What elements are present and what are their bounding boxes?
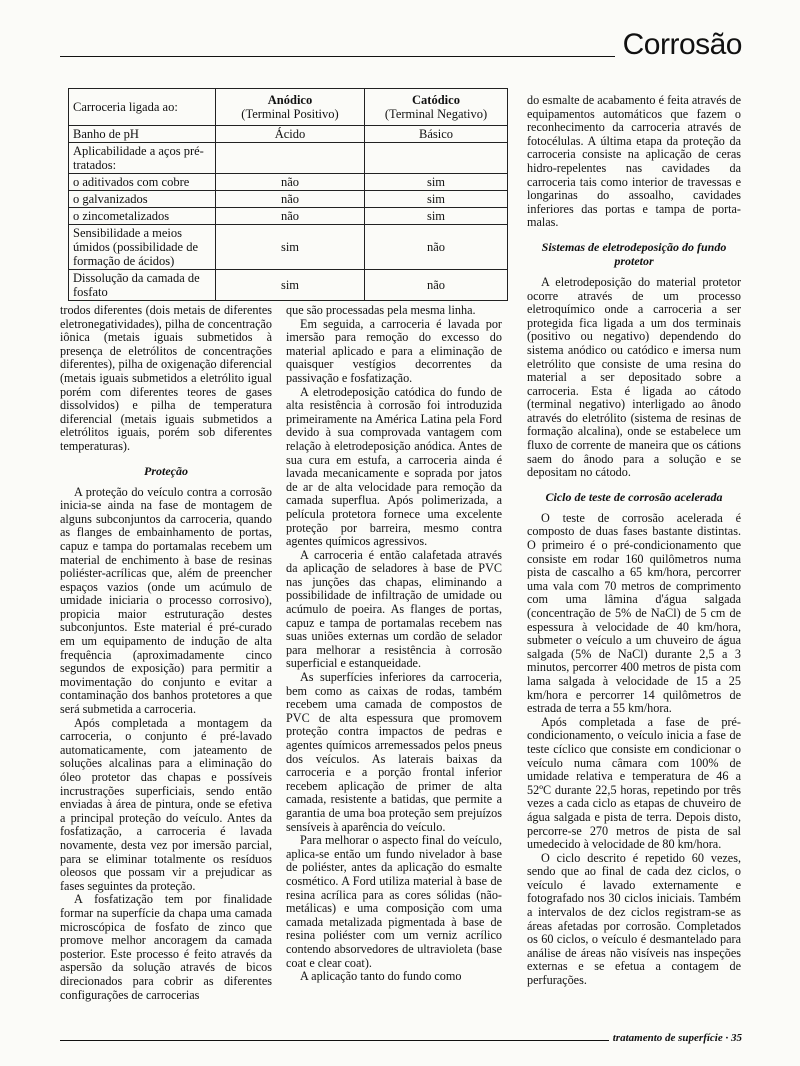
table-cell	[216, 143, 365, 174]
table-cell: sim	[365, 208, 508, 225]
table-cell: Básico	[365, 126, 508, 143]
table-header-cell: Carroceria ligada ao:	[69, 89, 216, 126]
table-header-cell: Catódico (Terminal Negativo)	[365, 89, 508, 126]
electrodeposition-table	[68, 88, 508, 301]
paragraph: As superfícies inferiores da carroceria, bem como as caixas de rodas, também recebem uma camada de compostos de PVC de alta espessura que promovem proteção contra impactos de pedras e agentes químicos arremessados pelos pneus dos veículos. As laterais baixas da carroceria e a porção frontal inferior recebem aplicação de primer de alta camada, resistente a batidas, que permite a garantia de uma boa proteção sem prejuízos sensíveis à aparência do veículo.	[286, 670, 502, 834]
subheading-protecao: Proteção	[144, 463, 188, 478]
table-cell: não	[365, 270, 508, 301]
table-cell: não	[365, 225, 508, 270]
table-cell: sim	[216, 270, 365, 301]
table-cell: sim	[365, 191, 508, 208]
table-cell: não	[216, 174, 365, 191]
paragraph: A proteção do veículo contra a corrosão inicia-se ainda na fase de montagem de alguns subconjuntos da carroceria, quando as flanges de embainhamento de portas, capuz e tampa do portamalas recebem um material de enchimento à base de resinas poliéster-acrílicas que, além de preencher espaços vazios (onde um acúmulo de umidade iniciaria o processo corrosivo), propicia maior estruturação destes subconjuntos. Este material é pré-curado em um equipamento de indução de alta frequência (aproximadamente cinco segundos de exposição) para permitir a movimentação do conjunto e evitar a contaminação dos banhos protetores a que será submetida a carroceria.	[60, 484, 272, 717]
subheading-ciclo: Ciclo de teste de corrosão acelerada	[545, 489, 723, 504]
table-cell: Dissolução da camada de fosfato	[69, 270, 216, 301]
table-row	[69, 270, 508, 301]
table-cell: não	[216, 208, 365, 225]
table-header-row	[69, 89, 508, 126]
table-row	[69, 174, 508, 191]
table-cell: o aditivados com cobre	[69, 174, 216, 191]
column-3	[527, 94, 741, 988]
table-row	[69, 126, 508, 143]
column-1	[60, 304, 272, 1002]
table-row	[69, 191, 508, 208]
table-cell: sim	[216, 225, 365, 270]
table-header-cell: Anódico (Terminal Positivo)	[216, 89, 365, 126]
paragraph: A eletrodeposição catódica do fundo de alta resistência à corrosão foi introduzida primeiramente na América Latina pela Ford devido à sua comprovada vantagem com relação à eletrodeposição anódica. Antes de sua cura em estufa, a carroceria ainda é lavada mecanicamente e soprada por jatos de ar de alta velocidade para remoção da camada superflua. Após polimerizada, a película protetora fornece uma excelente proteção por barreira, mesmo contra agentes químicos agressivos.	[286, 384, 502, 549]
header-rule	[60, 56, 615, 57]
table-cell: sim	[365, 174, 508, 191]
footer-rule	[60, 1040, 630, 1041]
table-row	[69, 225, 508, 270]
table-cell: o zincometalizados	[69, 208, 216, 225]
subheading-sistemas: Sistemas de eletrodeposição do fundo protetor	[541, 239, 727, 268]
paragraph: do esmalte de acabamento é feita através de equipamentos automáticos que fazem o reconhecimento da carroceria através de fotocélulas. A última etapa da proteção da carroceria consiste na aplicação de ceras hidro-repelentes nas cavidades da carroceria tais como interior de travessas e longarinas do assoalho, cavidades inferiores das portas e tampa de porta-malas.	[527, 93, 741, 230]
table-cell: o galvanizados	[69, 191, 216, 208]
paragraph: Para melhorar o aspecto final do veículo, aplica-se então um fundo nivelador à base de poliéster, antes da aplicação do esmalte cosmético. A Ford utiliza material à base de resina acrílica para as cores sólidas (não-metálicas) e uma composição com uma camada metalizada pigmentada à base de resina poliéster com um verniz acrílico contendo absorvedores de ultravioleta (base coat e clear coat).	[286, 833, 502, 970]
paragraph: trodos diferentes (dois metais de diferentes eletronegatividades), pilha de concentração iônica (metais iguais submetidos à presença de eletrólitos de concentrações diferentes), pilha de oxigenação diferencial (metais iguais submetidos a eletrólito igual porém com diferentes teores de gases dissolvidos) e pilha de temperatura diferencial (metais iguais submetidos a eletrólitos iguais, porém sob diferentes temperaturas).	[60, 303, 272, 453]
table-cell	[365, 143, 508, 174]
paragraph: A eletrodeposição do material protetor ocorre através de um processo eletroquímico onde a carroceria a ser protegida fica ligada a um dos terminais (positivo ou negativo) dependendo do sistema anódico ou catódico e imersa num eletrólito que consiste de uma resina do material a ser depositado sobre a carroceria. Esta é ligada ao cátodo (terminal negativo) interligado ao ânodo através do eletrólito (sistema de resinas de formação alcalina), onde se estabelece um fluxo de corrente de maneira que os cátions saem do ânodo para a solução e se depositam no cátodo.	[527, 274, 741, 480]
paragraph: Após completada a fase de pré-condicionamento, o veículo inicia a fase de teste cíclico que consiste em condicionar o veículo numa câmara com 100% de umidade relativa e temperatura de 46 a 52ºC durante 22,5 horas, repetindo por três vezes a cada ciclo as etapas de chuveiro de água salgada e pista de terra. Depois disto, percorre-se 270 metros de pista de sal umedecido à velocidade de 80 km/hora.	[527, 714, 741, 852]
table-cell: Aplicabilidade a aços pré-tratados:	[69, 143, 216, 174]
paragraph: Após completada a montagem da carroceria, o conjunto é pré-lavado automaticamente, com jateamento de soluções alcalinas para a eliminação do óleo protetor das chapas e possíveis incrustrações superficiais, sendo então enviadas à área de pintura, onde se efetiva a principal proteção do veículo. Antes da fosfatização, a carroceria é lavada novamente, desta vez por imersão parcial, para se eliminar totalmente os resíduos oleosos que possam vir a prejudicar as fases seguintes da proteção.	[60, 715, 272, 893]
column-2	[286, 304, 502, 984]
paragraph: O teste de corrosão acelerada é composto de duas fases bastante distintas. O primeiro é o pré-condicionamento que consiste em rodar 160 quilômetros numa pista de cascalho a 65 km/hora, percorrer uma vala com 70 metros de comprimento com uma lâmina d'água salgada (concentração de 5% de NaCl) de 5 cm de espessura à velocidade de 40 km/hora, submeter o veículo a um chuveiro de água salgada (5% de NaCl) durante 2,5 a 3 minutos, percorrer 400 metros de pista com lama salgada à velocidade de 15 a 25 km/hora e percorrer 14 quilômetros de estrada de terra a 55 km/hora.	[527, 510, 741, 716]
page-footer: tratamento de superfície · 35	[609, 1032, 742, 1044]
table-row	[69, 143, 508, 174]
paragraph: Em seguida, a carroceria é lavada por imersão para remoção do excesso do material aplicado e para a eliminação de quaisquer vestígios decorrentes da passivação e fosfatização.	[286, 316, 502, 385]
paragraph: A aplicação tanto do fundo como	[300, 969, 462, 984]
table-cell: Banho de pH	[69, 126, 216, 143]
table-cell: Ácido	[216, 126, 365, 143]
table-cell: Sensibilidade a meios úmidos (possibilidade de formação de ácidos)	[69, 225, 216, 270]
paragraph: A carroceria é então calafetada através da aplicação de seladores à base de PVC nas junções das chapas, eliminando a possibilidade de infiltração de umidade ou acúmulo de poeira. As flanges de portas, capuz e tampa de portamalas recebem nas suas uniões externas um cordão de selador para melhorar a resistência à corrosão superficial e estanqueidade.	[286, 547, 502, 671]
table-row	[69, 208, 508, 225]
table-cell: não	[216, 191, 365, 208]
section-title: Corrosão	[622, 28, 742, 61]
paragraph: A fosfatização tem por finalidade formar na superfície da chapa uma camada microscópica de fosfato de zinco que promove melhor ancoragem da camada posterior. Este processo é feito através da aspersão da solução através de bicos direcionados para cobrir as diferentes configurações de carrocerias	[60, 892, 272, 1002]
paragraph: O ciclo descrito é repetido 60 vezes, sendo que ao final de cada dez ciclos, o veículo é lavado externamente e fotografado nos 30 ciclos iniciais. Também a intervalos de dez ciclos registram-se as áreas afetadas por corrosão. Completados os 60 ciclos, o veículo é desmantelado para análise de áreas não visíveis nas inspeções externas e se efetua a contagem de perfurações.	[527, 850, 741, 988]
paragraph: que são processadas pela mesma linha.	[286, 303, 476, 317]
